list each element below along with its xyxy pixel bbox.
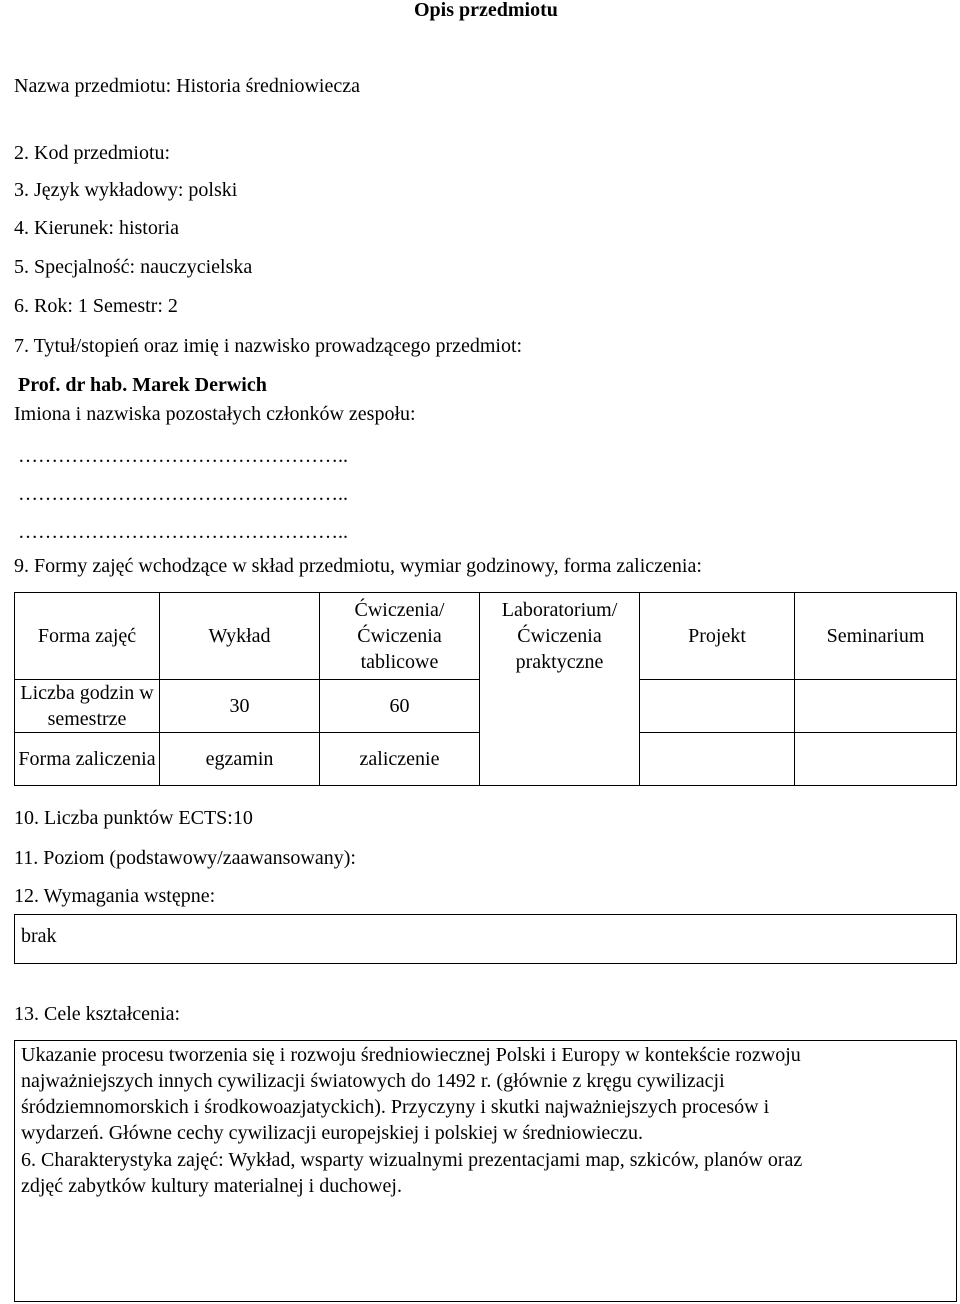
objectives-line: wydarzeń. Główne cechy cywilizacji europejskiej i polskiej w średniowieczu.: [21, 1122, 644, 1144]
table-cell: 60: [320, 679, 480, 732]
year-semester: 6. Rok: 1 Semestr: 2: [14, 295, 178, 317]
prerequisites-value: brak: [21, 925, 57, 947]
objectives-line: śródziemnomorskich i środkowoazjatyckich). Przyczyny i skutki najważniejszych procesów i: [21, 1096, 770, 1118]
course-code: 2. Kod przedmiotu:: [14, 142, 171, 164]
subject-name: Nazwa przedmiotu: Historia średniowiecza: [14, 75, 360, 97]
objectives-line: najważniejszych innych cywilizacji światowych do 1492 r. (głównie z kręgu cywilizacji: [21, 1070, 725, 1092]
lecturer-heading: 7. Tytuł/stopień oraz imię i nazwisko prowadzącego przedmiot:: [14, 335, 523, 357]
table-cell: [480, 732, 640, 785]
header-cell: Ćwiczenia/ Ćwiczenia tablicowe: [320, 593, 480, 680]
table-cell: [795, 679, 957, 732]
prerequisites-heading: 12. Wymagania wstępne:: [14, 885, 216, 907]
table-cell: [480, 679, 640, 732]
table-cell: [795, 732, 957, 785]
table-cell: [640, 679, 795, 732]
team-dots-1: …………………………………………..: [18, 445, 348, 467]
forms-heading: 9. Formy zajęć wchodzące w skład przedmiotu, wymiar godzinowy, forma zaliczenia:: [14, 555, 702, 577]
page-title: Opis przedmiotu: [414, 0, 558, 21]
specialization: 5. Specjalność: nauczycielska: [14, 256, 253, 278]
objectives-box: [14, 1040, 957, 1302]
prerequisites-box: [14, 914, 957, 964]
row-label: Forma zaliczenia: [15, 732, 160, 785]
objectives-line: zdjęć zabytków kultury materialnej i duchowej.: [21, 1175, 402, 1197]
table-row: [15, 732, 957, 785]
team-dots-2: …………………………………………..: [18, 483, 348, 505]
table-cell: zaliczenie: [320, 732, 480, 785]
objectives-line: 6. Charakterystyka zajęć: Wykład, wsparty wizualnymi prezentacjami map, szkiców, planów oraz: [21, 1149, 803, 1171]
header-cell: Projekt: [640, 593, 795, 680]
objectives-line: Ukazanie procesu tworzenia się i rozwoju średniowiecznej Polski i Europy w kontekście rozwoju: [21, 1044, 801, 1066]
field-of-study: 4. Kierunek: historia: [14, 217, 179, 239]
lecturer-name: Prof. dr hab. Marek Derwich: [18, 374, 267, 396]
team-heading: Imiona i nazwiska pozostałych członków zespołu:: [14, 403, 416, 425]
table-cell: egzamin: [160, 732, 320, 785]
language: 3. Język wykładowy: polski: [14, 179, 238, 201]
header-cell: Wykład: [160, 593, 320, 680]
table-row: [15, 679, 957, 732]
table-cell: 30: [160, 679, 320, 732]
level: 11. Poziom (podstawowy/zaawansowany):: [14, 847, 356, 869]
ects-points: 10. Liczba punktów ECTS:10: [14, 807, 253, 829]
row-label: Liczba godzin w semestrze: [15, 679, 160, 732]
header-cell: [480, 593, 640, 680]
header-cell-text: Laboratorium/ Ćwiczenia praktyczne: [501, 599, 618, 673]
header-cell: Forma zajęć: [15, 593, 160, 680]
team-dots-3: …………………………………………..: [18, 521, 348, 543]
table-header-row: [15, 593, 957, 680]
objectives-heading: 13. Cele kształcenia:: [14, 1003, 181, 1025]
table-cell: [640, 732, 795, 785]
header-cell: Seminarium: [795, 593, 957, 680]
course-forms-table: [14, 592, 957, 786]
